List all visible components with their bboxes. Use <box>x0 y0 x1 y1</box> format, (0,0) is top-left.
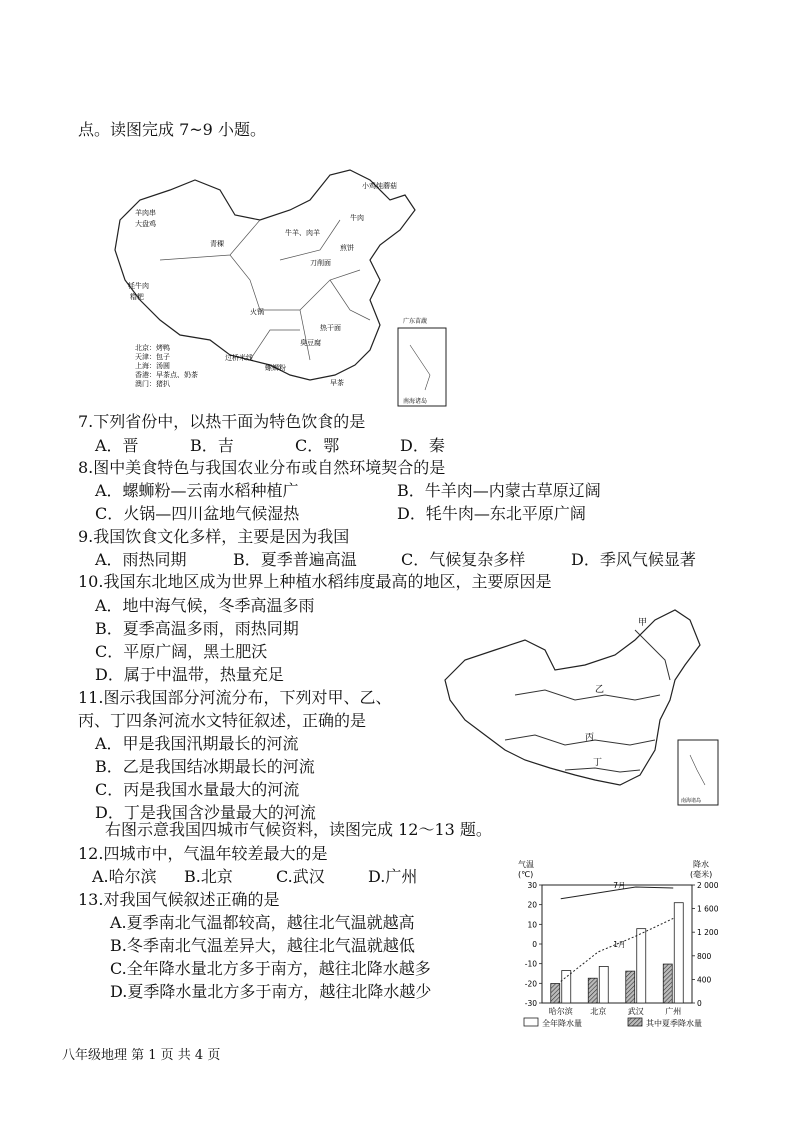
q13-option-c[interactable]: C.全年降水量北方多于南方，越往北降水越多 <box>110 959 431 978</box>
region-label: 早茶 <box>330 379 344 387</box>
q8-stem: 8.图中美食特色与我国农业分布或自然环境契合的是 <box>78 458 446 477</box>
q12-options <box>92 867 417 887</box>
left-tick-label: -10 <box>524 959 537 969</box>
q12-stem: 12.四城市中，气温年较差最大的是 <box>78 844 328 863</box>
svg-text:南海诸岛: 南海诸岛 <box>681 798 702 804</box>
q13-option-b[interactable]: B.冬季南北气温差异大，越往北气温就越低 <box>110 936 415 955</box>
left-axis-title-l2: (℃) <box>518 870 534 879</box>
q13-stem: 13.对我国气候叙述正确的是 <box>78 890 280 909</box>
climate-chart <box>510 855 740 1035</box>
right-tick-label: 1 200 <box>697 928 719 938</box>
legend-line: 香港：早茶点、奶茶 <box>135 371 198 379</box>
region-label: 刀削面 <box>310 259 331 267</box>
region-label: 大盘鸡 <box>135 220 156 228</box>
label-jia: 甲 <box>638 618 648 628</box>
bar-annual-precip <box>637 929 646 1003</box>
label-yi: 乙 <box>595 685 605 695</box>
lead-12-13: 右图示意我国四城市气候资料，读图完成 12～13 题。 <box>105 820 492 839</box>
q10-option-d[interactable]: D．属于中温带，热量充足 <box>95 665 284 684</box>
q12-option-d[interactable]: D.广州 <box>368 867 418 886</box>
legend-line: 澳门：猪扒 <box>135 380 170 388</box>
legend-swatch-summer <box>628 1018 642 1026</box>
label-ding: 丁 <box>593 758 603 768</box>
region-label: 小鸡炖蘑菇 <box>362 182 397 190</box>
region-label: 过桥米线 <box>225 354 253 362</box>
q9-option-c[interactable]: C．气候复杂多样 <box>401 550 526 569</box>
q9-options <box>95 550 696 570</box>
q10-option-c[interactable]: C．平原广阔，黑土肥沃 <box>95 642 268 661</box>
legend-label-summer: 其中夏季降水量 <box>646 1019 702 1028</box>
china-food-map <box>100 160 460 415</box>
right-tick-label: 2 000 <box>697 881 719 890</box>
right-axis-title-l1: 降水 <box>693 860 709 869</box>
q7-stem: 7.下列省份中，以热干面为特色饮食的是 <box>78 412 366 431</box>
left-tick-label: 30 <box>527 881 537 890</box>
legend-swatch-annual <box>524 1018 538 1026</box>
bar-annual-precip <box>599 966 608 1003</box>
q9-option-b[interactable]: B．夏季普遍高温 <box>233 550 357 569</box>
right-tick-label: 1 600 <box>697 904 719 914</box>
q12-option-c[interactable]: C.武汉 <box>276 867 325 886</box>
q11-option-b[interactable]: B．乙是我国结冰期最长的河流 <box>95 757 315 776</box>
intro-text: 点。读图完成 7~9 小题。 <box>78 120 266 139</box>
region-label: 牛羊、肉羊 <box>285 229 320 237</box>
region-label: 臭豆腐 <box>300 339 321 347</box>
q13-option-a[interactable]: A.夏季南北气温都较高，越往北气温就越高 <box>110 913 415 932</box>
q13-option-d[interactable]: D.夏季降水量北方多于南方，越往北降水越少 <box>110 982 432 1001</box>
right-tick-label: 800 <box>697 951 712 961</box>
left-tick-label: -20 <box>524 979 537 989</box>
left-tick-label: 10 <box>527 920 537 930</box>
legend-line: 上海：汤圆 <box>135 362 170 370</box>
bar-summer-precip <box>663 964 672 1003</box>
q12-option-a[interactable]: A.哈尔滨 <box>92 867 157 886</box>
svg-text:广东苗蔬: 广东苗蔬 <box>403 318 428 325</box>
q9-option-d[interactable]: D．季风气候显著 <box>571 550 696 569</box>
q7-option-a[interactable]: A．晋 <box>95 436 139 455</box>
q10-stem: 10.我国东北地区成为世界上种植水稻纬度最高的地区，主要原因是 <box>78 572 552 591</box>
region-label: 煎饼 <box>340 244 354 252</box>
river-yi <box>515 690 660 700</box>
region-label: 牦牛肉 <box>128 282 149 290</box>
right-axis-title-l2: (毫米) <box>690 870 713 879</box>
q8-option-c[interactable]: C．火锅—四川盆地气候湿热 <box>95 504 300 523</box>
category-label: 武汉 <box>627 1007 644 1016</box>
region-label: 火锅 <box>250 308 264 316</box>
river-jia <box>635 630 670 680</box>
q8-option-d[interactable]: D．牦牛肉—东北平原广阔 <box>397 504 586 523</box>
bar-annual-precip <box>674 903 683 1003</box>
q10-option-b[interactable]: B．夏季高温多雨，雨热同期 <box>95 619 299 638</box>
q7-option-b[interactable]: B．吉 <box>190 436 234 455</box>
bar-summer-precip <box>551 984 560 1003</box>
legend-line: 北京：烤鸭 <box>135 344 170 352</box>
region-label: 青稞 <box>210 240 224 248</box>
q11-option-c[interactable]: C．丙是我国水量最大的河流 <box>95 780 300 799</box>
river-bing <box>505 735 655 745</box>
left-axis-title-l1: 气温 <box>518 860 534 869</box>
category-label: 广州 <box>665 1007 682 1016</box>
chart-legend <box>524 1018 702 1028</box>
q8-options-row2 <box>95 504 586 524</box>
left-tick-label: 20 <box>527 900 537 910</box>
region-label: 热干面 <box>320 324 341 332</box>
q7-option-c[interactable]: C．鄂 <box>295 436 340 455</box>
region-label: 糌粑 <box>130 293 144 301</box>
q8-option-a[interactable]: A．螺蛳粉—云南水稻种植广 <box>95 481 299 500</box>
region-label: 羊肉串 <box>135 209 156 217</box>
q7-options <box>95 436 445 456</box>
page-footer: 八年级地理 第 1 页 共 4 页 <box>62 1048 221 1063</box>
bar-summer-precip <box>588 978 597 1003</box>
bar-annual-precip <box>562 971 571 1003</box>
line-jan-temp <box>561 918 674 981</box>
q11-stem: 11.图示我国部分河流分布，下列对甲、乙、 <box>78 688 392 707</box>
china-rivers-map <box>435 600 735 810</box>
right-tick-label: 400 <box>697 975 712 985</box>
river-ding <box>565 768 640 772</box>
label-bing: 丙 <box>585 733 595 743</box>
svg-text:南海诸岛: 南海诸岛 <box>403 398 428 405</box>
q11-option-a[interactable]: A．甲是我国汛期最长的河流 <box>95 734 299 753</box>
category-label: 哈尔滨 <box>548 1007 573 1016</box>
south-sea-inset <box>398 328 446 406</box>
right-tick-label: 0 <box>697 999 702 1008</box>
q9-option-a[interactable]: A．雨热同期 <box>95 550 187 569</box>
legend-line: 天津：包子 <box>135 353 170 361</box>
category-label: 北京 <box>590 1007 607 1016</box>
label-july: 7月 <box>613 880 626 890</box>
legend-label-annual: 全年降水量 <box>542 1019 582 1028</box>
q11-option-d[interactable]: D．丁是我国含沙量最大的河流 <box>95 803 316 822</box>
q12-option-b[interactable]: B.北京 <box>184 867 233 886</box>
q8-option-b[interactable]: B．牛羊肉—内蒙古草原辽阔 <box>397 481 601 500</box>
region-label: 螺蛳粉 <box>265 364 286 372</box>
bar-summer-precip <box>626 971 635 1003</box>
region-label: 牛肉 <box>350 214 364 222</box>
q10-option-a[interactable]: A．地中海气候，冬季高温多雨 <box>95 596 315 615</box>
left-tick-label: 0 <box>532 940 537 949</box>
q9-stem: 9.我国饮食文化多样，主要是因为我国 <box>78 527 350 546</box>
left-tick-label: -30 <box>524 999 537 1008</box>
q11-stem-line2: 丙、丁四条河流水文特征叙述，正确的是 <box>78 711 367 730</box>
label-january: 1月 <box>613 939 626 949</box>
q8-options-row1 <box>95 481 601 501</box>
q7-option-d[interactable]: D．秦 <box>400 436 445 455</box>
china-outline <box>445 610 700 785</box>
